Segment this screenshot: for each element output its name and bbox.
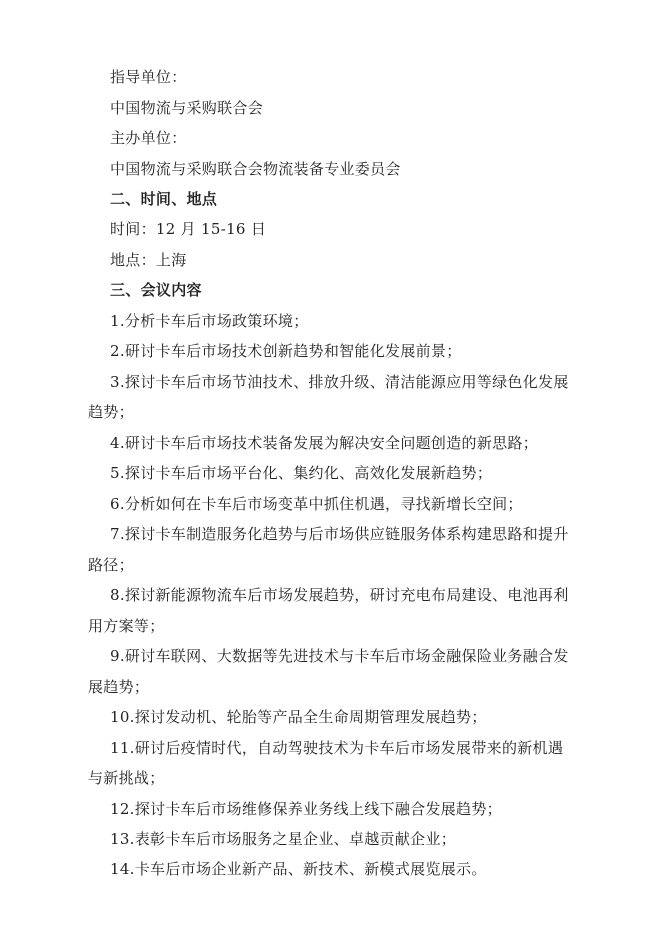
list-item: 2.研讨卡车后市场技术创新趋势和智能化发展前景； xyxy=(110,342,462,360)
list-item-continuation: 展趋势； xyxy=(88,678,150,696)
list-item: 11.研讨后疫情时代，自动驾驶技术为卡车后市场发展带来的新机遇 xyxy=(110,739,564,757)
list-item-continuation: 与新挑战； xyxy=(88,769,165,787)
list-item: 7.探讨卡车制造服务化趋势与后市场供应链服务体系构建思路和提升 xyxy=(110,525,569,543)
list-item: 4.研讨卡车后市场技术装备发展为解决安全问题创造的新思路； xyxy=(110,434,539,452)
list-item: 3.探讨卡车后市场节油技术、排放升级、清洁能源应用等绿色化发展 xyxy=(110,373,569,391)
guide-label: 指导单位： xyxy=(110,68,187,86)
list-item: 12.探讨卡车后市场维修保养业务线上线下融合发展趋势； xyxy=(110,800,502,818)
section-heading-content: 三、会议内容 xyxy=(110,281,202,299)
host-label: 主办单位： xyxy=(110,129,187,147)
host-org: 中国物流与采购联合会物流装备专业委员会 xyxy=(110,160,401,178)
list-item: 10.探讨发动机、轮胎等产品全生命周期管理发展趋势； xyxy=(110,708,487,726)
list-item-continuation: 用方案等； xyxy=(88,617,165,635)
list-item: 6.分析如何在卡车后市场变革中抓住机遇，寻找新增长空间； xyxy=(110,495,523,513)
meeting-place: 地点：上海 xyxy=(110,251,187,269)
list-item: 5.探讨卡车后市场平台化、集约化、高效化发展新趋势； xyxy=(110,464,493,482)
list-item-continuation: 路径； xyxy=(88,556,134,574)
list-item: 8.探讨新能源物流车后市场发展趋势，研讨充电布局建设、电池再利 xyxy=(110,586,569,604)
list-item-continuation: 趋势； xyxy=(88,403,134,421)
meeting-time: 时间：12 月 15-16 日 xyxy=(110,220,267,238)
list-item: 9.研讨车联网、大数据等先进技术与卡车后市场金融保险业务融合发 xyxy=(110,647,569,665)
list-item: 13.表彰卡车后市场服务之星企业、卓越贡献企业； xyxy=(110,830,457,848)
guide-org: 中国物流与采购联合会 xyxy=(110,99,264,117)
list-item: 14.卡车后市场企业新产品、新技术、新模式展览展示。 xyxy=(110,860,487,878)
section-heading-time-place: 二、时间、地点 xyxy=(110,190,218,208)
list-item: 1.分析卡车后市场政策环境； xyxy=(110,312,309,330)
